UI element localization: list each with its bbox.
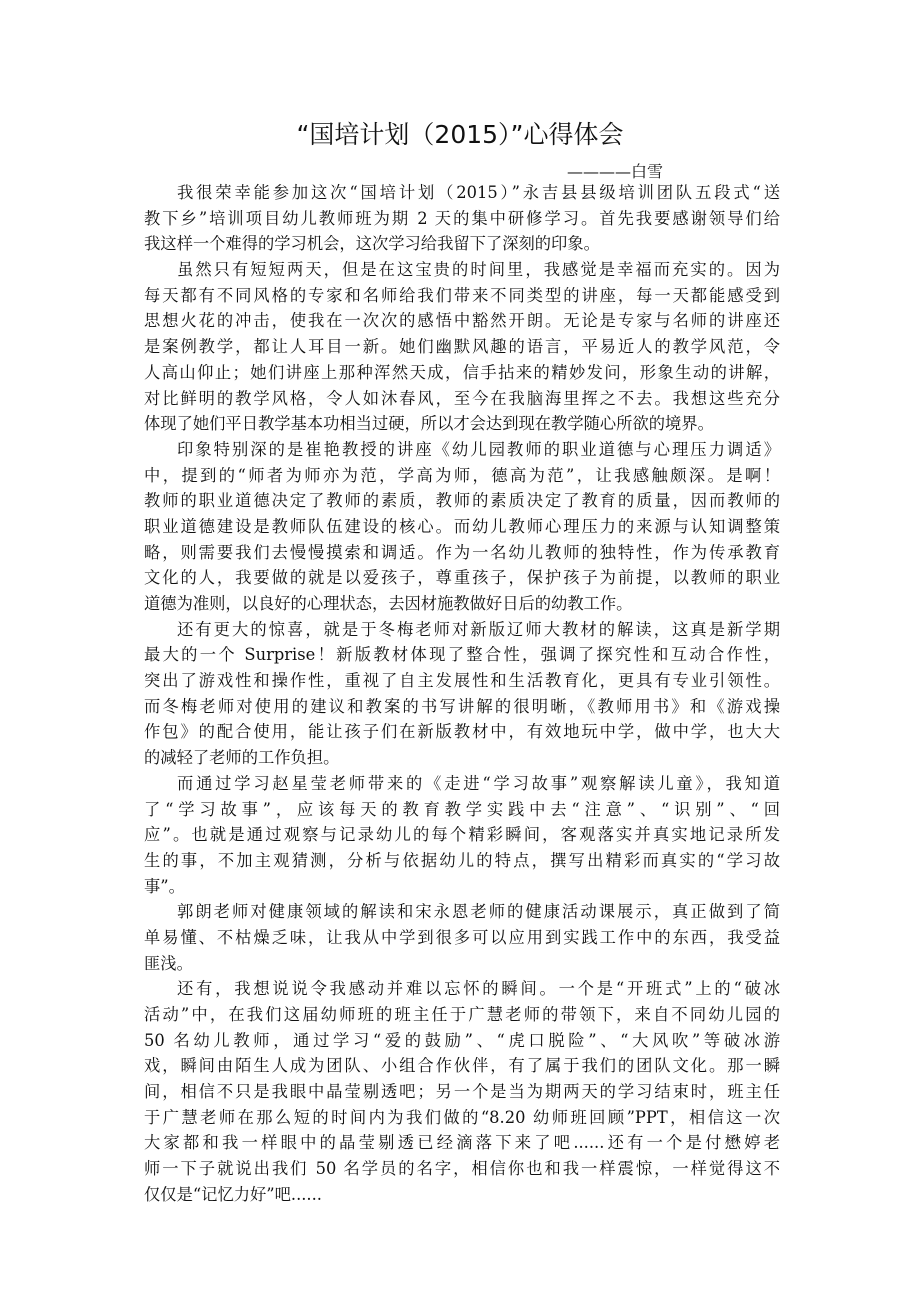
paragraph-line: 道德为准则，以良好的心理状态，去因材施教做好日后的幼教工作。 [144,594,633,613]
paragraph-line: 作包》的配合使用，能让孩子们在新版教材中，有效地玩中学，做中学，也大大 [144,722,780,742]
paragraph-line: 的减轻了老师的工作负担。 [144,748,340,768]
paragraph [144,437,780,617]
paragraph-line: 虽然只有短短两天，但是在这宝贵的时间里，我感觉是幸福而充实的。因为 [177,260,780,280]
paragraph-line: 而冬梅老师对使用的建议和教案的书写讲解的很明晰，《教师用书》和《游戏操 [144,696,780,716]
paragraph [144,257,780,437]
paragraph-line: 对比鲜明的教学风格，令人如沐春风，至今在我脑海里挥之不去。我想这些充分 [144,388,780,408]
paragraph-line: 思想火花的冲击，使我在一次次的感悟中豁然开朗。无论是专家与名师的讲座还 [144,311,780,331]
paragraph-line: 略，则需要我们去慢慢摸索和调适。作为一名幼儿教师的独特性，作为传承教育 [144,542,780,562]
paragraph-line: 活动”中，在我们这届幼师班的班主任于广慧老师的带领下，来自不同幼儿园的 [144,1005,780,1024]
paragraph-line: 生的事，不加主观猜测，分析与依据幼儿的特点，撰写出精彩而真实的“学习故 [144,850,780,870]
paragraph-line: 而通过学习赵星莹老师带来的《走进“学习故事”观察解读儿童》，我知道 [177,773,780,793]
paragraph-line: 文化的人，我要做的就是以爱孩子，尊重孩子，保护孩子为前提，以教师的职业 [144,568,780,588]
paragraph-line: 印象特别深的是崔艳教授的讲座《幼儿园教师的职业道德与心理压力调适》 [177,439,780,459]
paragraph-line: 突出了游戏性和操作性，重视了自主发展性和生活教育化，更具有专业引领性。 [144,671,780,691]
paragraph-line: 郭朗老师对健康领域的解读和宋永恩老师的健康活动课展示，真正做到了简 [177,902,780,922]
paragraph-line: 我很荣幸能参加这次“国培计划（2015）”永吉县县级培训团队五段式“送 [177,183,780,202]
paragraph-line: 教师的职业道德决定了教师的素质，教师的素质决定了教育的质量，因而教师的 [144,491,780,511]
paragraph-line: 职业道德建设是教师队伍建设的核心。而幼儿教师心理压力的来源与认知调整策 [144,516,780,536]
paragraph [144,976,780,1207]
paragraph-line: 于广慧老师在那么短的时间内为我们做的“8.20 幼师班回顾”PPT，相信这一次 [144,1107,780,1127]
paragraph-line: 仅仅是“记忆力好”吧...... [144,1184,322,1204]
paragraph-line: 间，相信不只是我眼中晶莹剔透吧；另一个是当为期两天的学习结束时，班主任 [144,1082,780,1102]
paragraph [144,617,780,771]
paragraph-line: 师一下子就说出我们 50 名学员的名字，相信你也和我一样震惊，一样觉得这不 [144,1159,780,1179]
paragraph-line: 体现了她们平日教学基本功相当过硬，所以才会达到现在教学随心所欲的境界。 [144,414,714,434]
paragraph-line: 单易懂、不枯燥乏味，让我从中学到很多可以应用到实践工作中的东西，我受益 [144,927,780,947]
author-byline: ————白雪 [567,162,664,181]
paragraph-line: 还有，我想说说令我感动并难以忘怀的瞬间。一个是“开班式”上的“破冰 [177,979,780,999]
paragraph-line: 50 名幼儿教师，通过学习“爱的鼓励”、“虎口脱险”、“大风吹”等破冰游 [144,1030,780,1050]
paragraph-line: 事”。 [144,876,185,896]
document-body [144,180,780,1208]
paragraph-line: 中，提到的“师者为师亦为范，学高为师，德高为范”，让我感触颇深。是啊！ [144,465,780,485]
document-title: “国培计划（2015）”心得体会 [296,120,624,149]
paragraph-line: 戏，瞬间由陌生人成为团队、小组合作伙伴，有了属于我们的团队文化。那一瞬 [144,1056,780,1076]
paragraph-line: 大家都和我一样眼中的晶莹剔透已经滴落下来了吧......还有一个是付懋婷老 [144,1133,780,1153]
paragraph-line: 教下乡”培训项目幼儿教师班为期 2 天的集中研修学习。首先我要感谢领导们给 [144,208,780,228]
paragraph-line: 了“学习故事”，应该每天的教育教学实践中去“注意”、“识别”、“回 [144,799,780,819]
paragraph-line: 每天都有不同风格的专家和名师给我们带来不同类型的讲座，每一天都能感受到 [144,285,780,305]
paragraph-line: 我这样一个难得的学习机会，这次学习给我留下了深刻的印象。 [144,234,600,254]
paragraph-line: 还有更大的惊喜，就是于冬梅老师对新版辽师大教材的解读，这真是新学期 [177,619,780,639]
paragraph-line: 人高山仰止；她们讲座上那种浑然天成，信手拈来的精妙发问，形象生动的讲解， [144,362,780,382]
paragraph-line: 匪浅。 [144,953,193,973]
paragraph-line: 应”。也就是通过观察与记录幼儿的每个精彩瞬间，客观落实并真实地记录所发 [144,825,780,845]
paragraph-line: 最大的一个 Surprise！新版教材体现了整合性，强调了探究性和互动合作性， [144,645,780,665]
paragraph [144,180,780,257]
paragraph-line: 是案例教学，都让人耳目一新。她们幽默风趣的语言，平易近人的教学风范，令 [144,337,780,357]
paragraph [144,899,780,976]
paragraph [144,771,780,899]
